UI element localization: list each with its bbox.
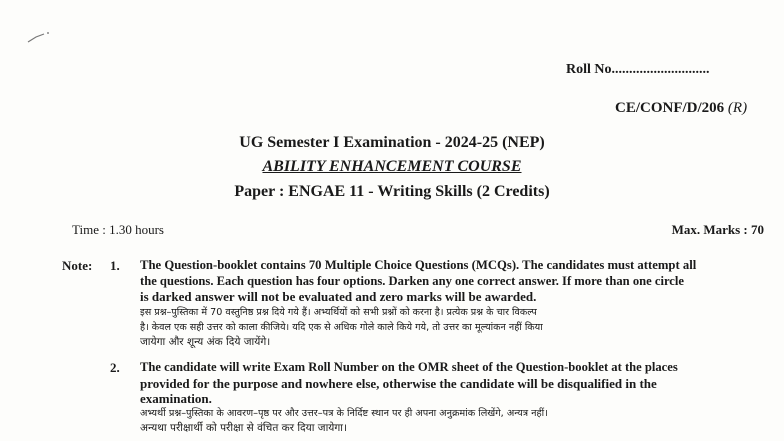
hindi-line: इस प्रश्न–पुस्तिका में 70 वस्तुनिष्ठ प्रश्न दिये गये हैं। अभ्यर्थियों को सभी प्रश्नों को करना है। प्रत्येक प्रश्न के चार विकल्प bbox=[140, 307, 537, 318]
exam-duration: Time : 1.30 hours bbox=[72, 222, 164, 237]
english-line: is darked answer will not be evaluated and zero marks will be awarded. bbox=[140, 289, 537, 304]
note-item-1-english bbox=[140, 258, 696, 305]
note-item-2-english bbox=[140, 360, 678, 407]
roll-number-field: Roll No............................ bbox=[566, 62, 710, 77]
note-item-number: 2. bbox=[110, 360, 120, 375]
paper-code-suffix: (R) bbox=[727, 100, 748, 116]
course-title: ABILITY ENHANCEMENT COURSE bbox=[262, 158, 522, 175]
hindi-line: अन्यथा परीक्षार्थी को परीक्षा से वंचित कर दिया जायेगा। bbox=[140, 422, 347, 434]
paper-code-text: CE/CONF/D/206 bbox=[615, 100, 725, 116]
english-line: examination. bbox=[140, 391, 212, 406]
note-item-2-hindi bbox=[140, 406, 548, 436]
english-line: The Question-booklet contains 70 Multiple Choice Questions (MCQs). The candidates must attempt all bbox=[140, 258, 697, 272]
note-item-1-hindi bbox=[140, 305, 543, 350]
paper-title: Paper : ENGAE 11 - Writing Skills (2 Credits) bbox=[234, 183, 550, 200]
paper-code bbox=[615, 100, 747, 117]
max-marks: Max. Marks : 70 bbox=[671, 222, 764, 237]
scan-mark-icon bbox=[26, 30, 54, 44]
hindi-line: है। केवल एक सही उत्तर को काला कीजिये। यदि एक से अधिक गोले काले किये गये, तो उत्तर का मूल्यांकन नहीं किया bbox=[140, 322, 543, 333]
english-line: The candidate will write Exam Roll Number on the OMR sheet of the Question-booklet at the places bbox=[140, 360, 678, 374]
note-label: Note: bbox=[62, 258, 93, 273]
english-line: provided for the purpose and nowhere else, otherwise the candidate will be disqualified in the bbox=[140, 375, 657, 391]
exam-title: UG Semester I Examination - 2024-25 (NEP) bbox=[239, 134, 545, 151]
note-item-number: 1. bbox=[110, 258, 120, 273]
hindi-line: जायेगा और शून्य अंक दिये जायेंगे। bbox=[140, 336, 271, 348]
hindi-line: अभ्यर्थी प्रश्न–पुस्तिका के आवरण–पृष्ठ पर और उत्तर–पत्र के निर्दिष्ट स्थान पर ही अपना अनुक्रमांक लिखेंगे, अन्यत्र नहीं। bbox=[140, 408, 548, 419]
english-line: the questions. Each question has four options. Darken any one correct answer. If more than one circle bbox=[140, 273, 684, 288]
